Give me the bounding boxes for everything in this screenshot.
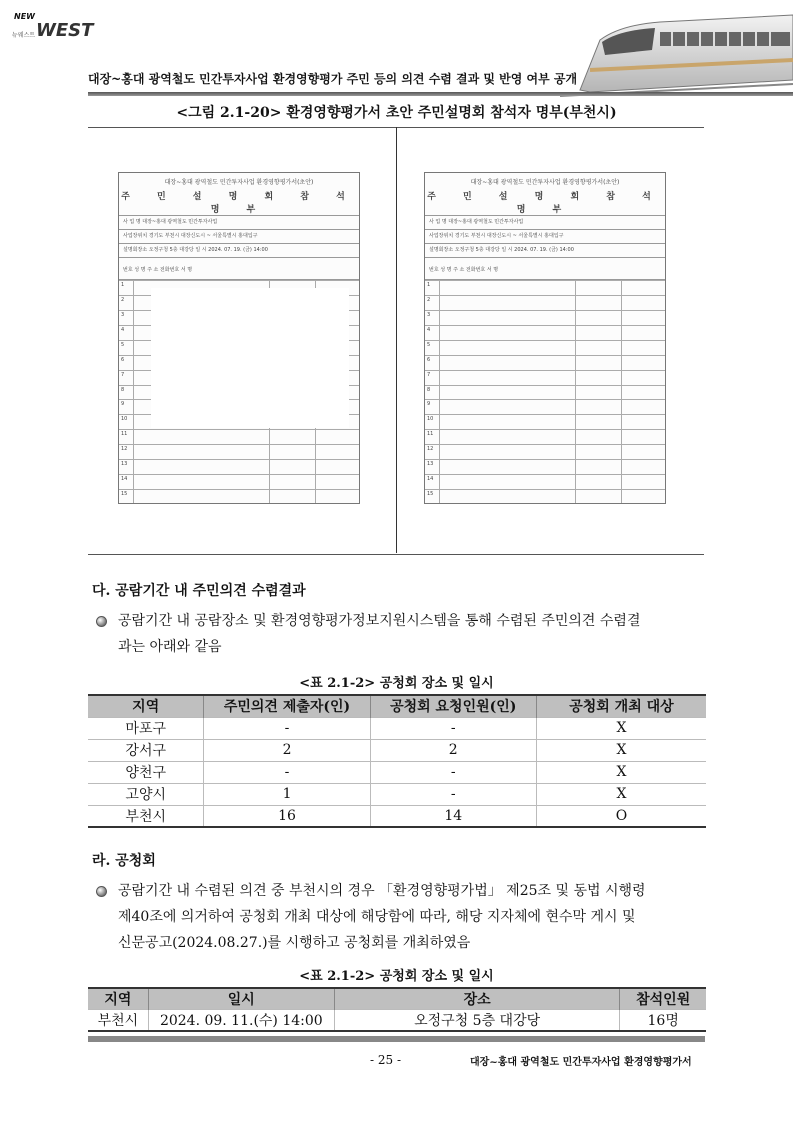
page-number: - 25 - [370,1053,402,1067]
row-number: 8 [121,386,125,393]
logo-sub-text: 뉴웨스트 [12,32,36,39]
cell-requests: 14 [370,805,536,827]
row-number: 3 [427,311,431,318]
sheet-subtitle: 대장~홍대 광역철도 민간투자사업 환경영향평가서(초안) [164,179,314,186]
col-header: 공청회 요청인원(인) [370,695,536,717]
bullet-icon [96,886,107,897]
sheet-row-project: 사 업 명 대장~홍대 광역철도 민간투자사업 [119,215,359,229]
figure-divider [396,127,397,553]
table1-caption: <표 2.1-2> 공청회 장소 및 일시 [299,676,494,691]
figure-caption: <그림 2.1-20> 환경영향평가서 초안 주민설명회 참석자 명부(부천시) [176,105,617,121]
grid-column-line [439,280,440,503]
grid-line [119,474,359,475]
table-row [88,783,706,805]
row-number: 3 [121,311,125,318]
cell-attendees: 16명 [620,1010,706,1032]
grid-line [425,459,665,460]
section-heading-da: 다. 공람기간 내 주민의견 수렴결과 [92,583,306,599]
cell-venue: 오정구청 5층 대강당 [334,1010,619,1032]
cell-requests: - [370,761,536,783]
cell-submitters: 16 [204,805,370,827]
grid-line [425,370,665,371]
paragraph-line: 공람기간 내 수렴된 의견 중 부천시의 경우 「환경영향평가법」 제25조 및 동법 시행령 [118,883,646,899]
grid-line [425,295,665,296]
attendance-sheet-left [118,172,360,504]
sheet-row-venue: 설명회장소 오정구청 5층 대강당 일 시 2024. 07. 19. (금) 14:00 [425,243,665,257]
hearing-schedule-table [88,987,706,1032]
cell-region: 양천구 [88,761,204,783]
cell-hearing-target: X [536,739,706,761]
grid-line [425,340,665,341]
train-illustration [560,0,793,100]
grid-line [425,489,665,490]
table-row [88,805,706,827]
row-number: 4 [121,326,125,333]
col-header: 지역 [88,695,204,717]
grid-line [119,280,359,281]
row-number: 2 [121,296,125,303]
col-header: 장소 [334,988,619,1010]
grid-line [425,399,665,400]
footer-rule [88,1036,705,1042]
row-number: 1 [121,282,125,288]
sheet-grid [425,279,665,503]
row-number: 9 [121,401,125,408]
row-number: 13 [121,461,128,468]
section-ra-paragraph [118,878,718,956]
grid-line [425,280,665,281]
grid-line [119,429,359,430]
cell-requests: - [370,783,536,805]
row-number: 13 [427,461,434,468]
company-logo [8,10,94,44]
sheet-row-location: 사업장위치 경기도 부천시 대장신도시 ~ 서울특별시 홍대입구 [425,229,665,243]
row-number: 2 [427,296,431,303]
row-number: 15 [121,491,128,498]
logo-new-text: NEW [14,12,35,21]
row-number: 8 [427,386,431,393]
footer-title: 대장~홍대 광역철도 민간투자사업 환경영향평가서 [470,1057,692,1068]
attendance-sheet-right [424,172,666,504]
col-header: 지역 [88,988,148,1010]
grid-line [119,459,359,460]
table-row [88,717,706,739]
grid-line [425,474,665,475]
row-number: 9 [427,401,431,408]
cell-region: 마포구 [88,717,204,739]
grid-column-line [133,280,134,503]
cell-region: 부천시 [88,805,204,827]
cell-region: 부천시 [88,1010,148,1032]
table-row [88,739,706,761]
cell-datetime: 2024. 09. 11.(수) 14:00 [148,1010,334,1032]
row-number: 5 [121,341,125,348]
grid-line [425,385,665,386]
section-da-paragraph [118,608,718,660]
sheet-column-header: 번호 성 명 주 소 전화번호 서 명 [119,257,359,282]
logo-west-text: WEST [36,20,94,41]
sheet-row-project: 사 업 명 대장~홍대 광역철도 민간투자사업 [425,215,665,229]
grid-line [425,310,665,311]
header-title: 대장~홍대 광역철도 민간투자사업 환경영향평가 주민 등의 의견 수렴 결과 및 반영 여부 공개 [88,72,578,86]
col-header: 주민의견 제출자(인) [204,695,370,717]
row-number: 6 [427,356,431,363]
section-heading-ra: 라. 공청회 [92,853,156,869]
row-number: 12 [121,446,128,453]
row-number: 12 [427,446,434,453]
row-number: 4 [427,326,431,333]
sheet-title: 주 민 설 명 회 참 석 명 부 [121,192,357,215]
cell-region: 고양시 [88,783,204,805]
col-header: 참석인원 [620,988,706,1010]
privacy-mask [151,288,349,428]
cell-submitters: - [204,761,370,783]
cell-hearing-target: O [536,805,706,827]
hearing-table [88,694,706,828]
row-number: 14 [121,476,128,483]
table-row [88,1010,706,1032]
bullet-icon [96,616,107,627]
cell-submitters: - [204,717,370,739]
grid-column-line [575,280,576,503]
row-number: 14 [427,476,434,483]
sheet-subtitle: 대장~홍대 광역철도 민간투자사업 환경영향평가서(초안) [470,179,620,186]
row-number: 10 [427,416,434,423]
cell-hearing-target: X [536,783,706,805]
grid-line [425,325,665,326]
row-number: 6 [121,356,125,363]
col-header: 공청회 개최 대상 [536,695,706,717]
cell-region: 강서구 [88,739,204,761]
sheet-row-venue: 설명회장소 오정구청 5층 대강당 일 시 2024. 07. 19. (금) 14:00 [119,243,359,257]
sheet-row-location: 사업장위치 경기도 부천시 대장신도시 ~ 서울특별시 홍대입구 [119,229,359,243]
row-number: 11 [121,431,128,438]
sheet-column-header: 번호 성 명 주 소 전화번호 서 명 [425,257,665,282]
row-number: 7 [427,371,431,378]
paragraph-line: 제40조에 의거하여 공청회 개최 대상에 해당함에 따라, 해당 지자체에 현수막 게시 및 [118,909,636,925]
row-number: 11 [427,431,434,438]
row-number: 1 [427,282,431,288]
row-number: 10 [121,416,128,423]
row-number: 5 [427,341,431,348]
paragraph-line: 신문공고(2024.08.27.)를 시행하고 공청회를 개최하였음 [118,935,471,951]
cell-hearing-target: X [536,717,706,739]
grid-line [119,444,359,445]
paragraph-line: 공람기간 내 공람장소 및 환경영향평가정보지원시스템을 통해 수렴된 주민의견 수렴결 [118,613,641,629]
grid-line [425,414,665,415]
grid-line [425,355,665,356]
cell-requests: 2 [370,739,536,761]
cell-submitters: 1 [204,783,370,805]
header-rule [88,92,793,96]
table-row [88,761,706,783]
col-header: 일시 [148,988,334,1010]
row-number: 15 [427,491,434,498]
sheet-title: 주 민 설 명 회 참 석 명 부 [427,192,663,215]
cell-submitters: 2 [204,739,370,761]
table2-caption: <표 2.1-2> 공청회 장소 및 일시 [299,969,494,984]
grid-line [425,444,665,445]
cell-hearing-target: X [536,761,706,783]
grid-column-line [621,280,622,503]
paragraph-line: 과는 아래와 같음 [118,639,222,655]
cell-requests: - [370,717,536,739]
row-number: 7 [121,371,125,378]
grid-line [425,429,665,430]
grid-line [119,489,359,490]
